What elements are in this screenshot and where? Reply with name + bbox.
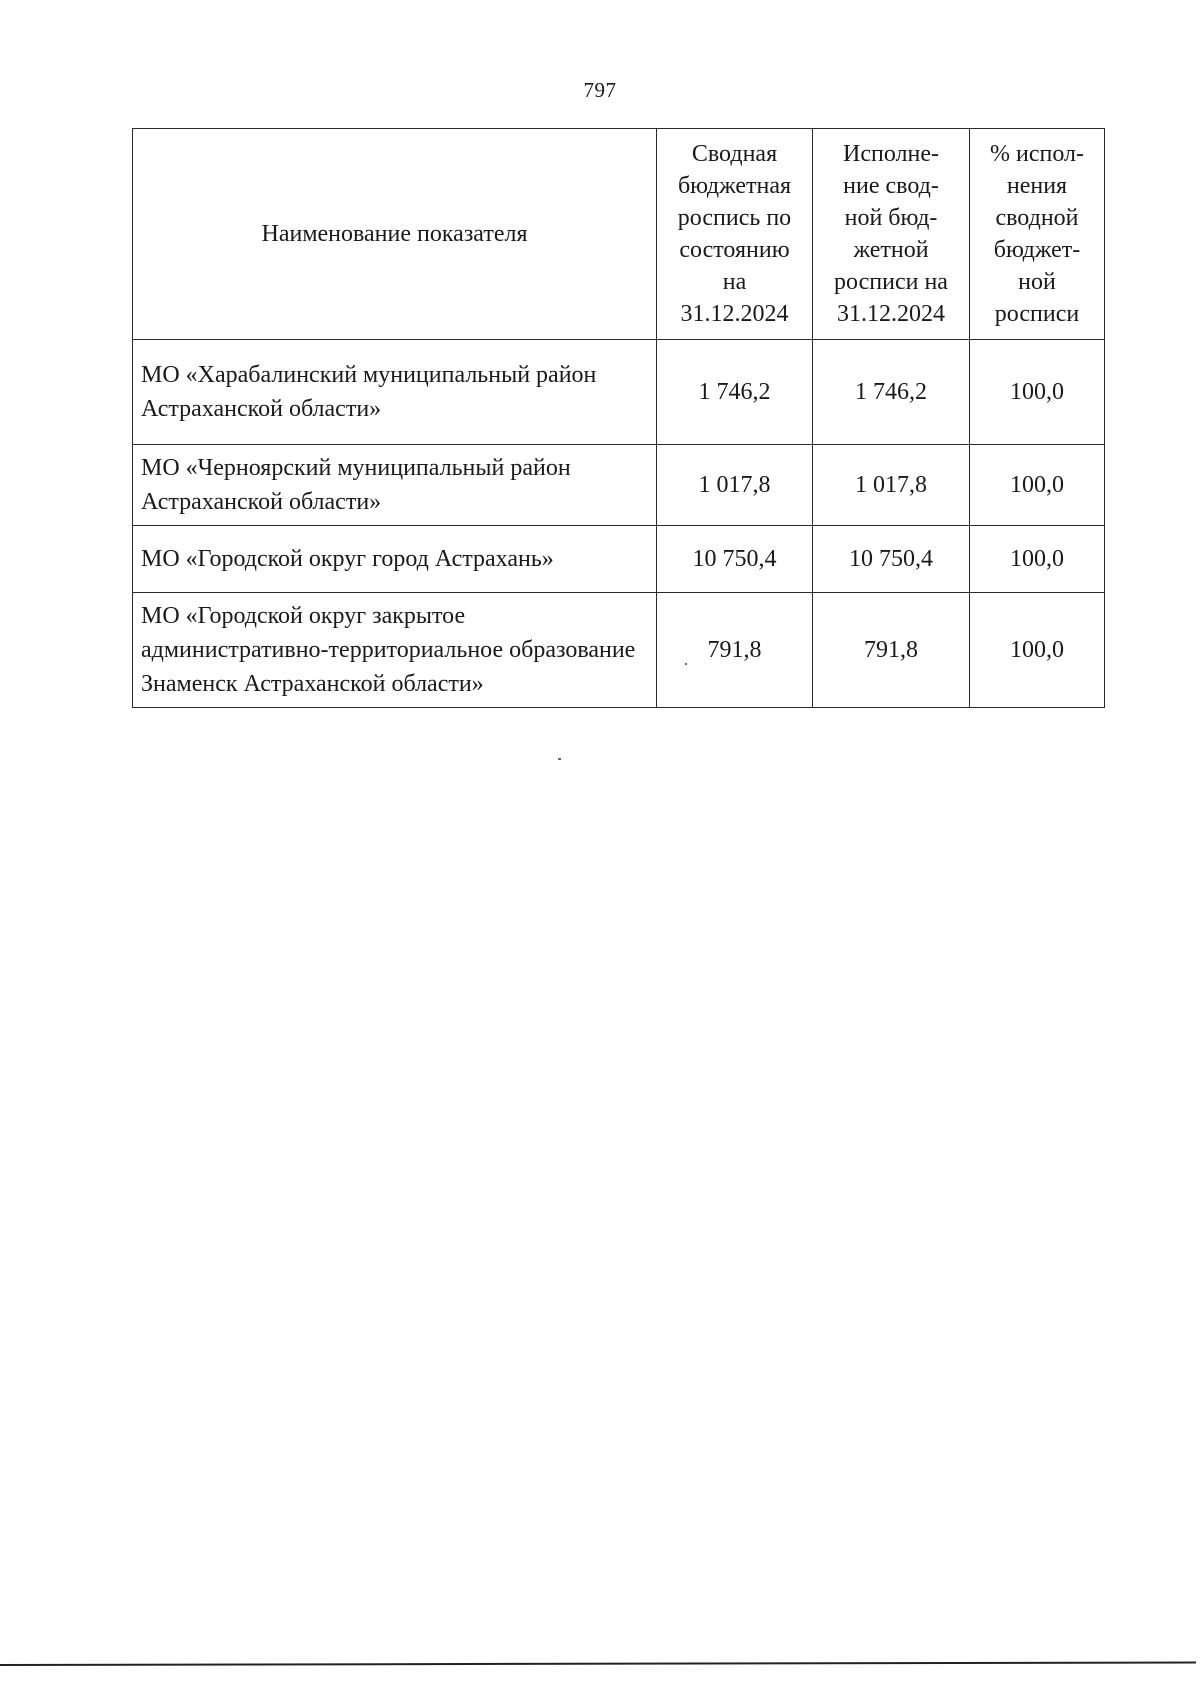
row-actual: 1 746,2 bbox=[813, 340, 970, 445]
header-budget-plan: Сводная бюджетная роспись по состоянию на 31.12.2024 bbox=[657, 129, 813, 340]
row-plan: 1 746,2 bbox=[657, 340, 813, 445]
table-header-row bbox=[133, 129, 1105, 340]
scan-speck bbox=[558, 758, 561, 760]
row-plan: 1 017,8 bbox=[657, 445, 813, 526]
row-actual: 791,8 bbox=[813, 593, 970, 708]
row-actual: 10 750,4 bbox=[813, 526, 970, 593]
bottom-rule bbox=[0, 1661, 1196, 1666]
table-row bbox=[133, 593, 1105, 708]
table-row bbox=[133, 340, 1105, 445]
header-indicator-name: Наименование показателя bbox=[133, 129, 657, 340]
row-name: МО «Городской округ город Астрахань» bbox=[133, 526, 657, 593]
row-name: МО «Харабалинский муниципальный район Астраханской области» bbox=[133, 340, 657, 445]
row-percent: 100,0 bbox=[970, 526, 1105, 593]
scan-speck bbox=[685, 663, 687, 665]
row-percent: 100,0 bbox=[970, 445, 1105, 526]
row-actual: 1 017,8 bbox=[813, 445, 970, 526]
page-number: 797 bbox=[583, 78, 617, 102]
table-row bbox=[133, 526, 1105, 593]
header-budget-execution: Исполне- ние свод- ной бюд- жетной росписи на 31.12.2024 bbox=[813, 129, 970, 340]
row-percent: 100,0 bbox=[970, 593, 1105, 708]
table-row bbox=[133, 445, 1105, 526]
budget-execution-table bbox=[132, 128, 1105, 708]
row-plan: 791,8 bbox=[657, 593, 813, 708]
row-plan: 10 750,4 bbox=[657, 526, 813, 593]
row-percent: 100,0 bbox=[970, 340, 1105, 445]
row-name: МО «Городской округ закрытое административно-территориальное образование Знаменск Астраханской области» bbox=[133, 593, 657, 708]
header-execution-percent: % испол- нения сводной бюджет- ной росписи bbox=[970, 129, 1105, 340]
row-name: МО «Черноярский муниципальный район Астраханской области» bbox=[133, 445, 657, 526]
